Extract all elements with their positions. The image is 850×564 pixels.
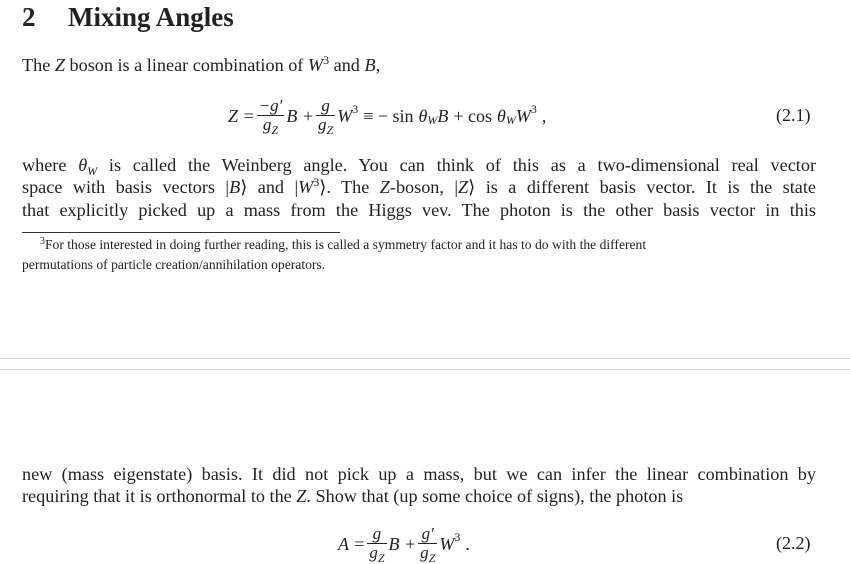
intro-line: The Z boson is a linear combination of $W^3$ and B,	[22, 53, 381, 75]
section-title: Mixing Angles	[68, 2, 234, 32]
equation-2-2: A = $\frac{g}{g_Z}$ B + $\frac{g'}{g_Z}$ W $^3$ .	[338, 524, 470, 564]
fraction: $\frac{g'}{g_Z}$	[420, 524, 436, 564]
equation-2-1: Z = $\frac{-g'}{g_Z}$ B + $\frac{g}{g_Z}$ W $^3$ ≡ − sin θ $_W$ B + cos θ $_W$ W $^3$ ,	[228, 96, 547, 137]
paragraph-line: new (mass eigenstate) basis. It did not pick up a mass, but we can infer the linear combination by	[22, 464, 816, 484]
paragraph-line: space with basis vectors |B⟩ and $|W^3⟩$. The Z-boson, |Z⟩ is a different basis vector. It is the state	[22, 175, 816, 197]
paragraph-line: that explicitly picked up a mass from the Higgs vev. The photon is the other basis vector in this	[22, 200, 816, 220]
equation-number: (2.1)	[776, 105, 811, 125]
fraction: $\frac{g}{g_Z}$	[318, 96, 334, 137]
fraction: $\frac{g}{g_Z}$	[369, 524, 385, 564]
equation-number: (2.2)	[776, 533, 811, 553]
fraction: $\frac{-g'}{g_Z}$	[258, 96, 283, 137]
paragraph-line: requiring that it is orthonormal to the Z. Show that (up some choice of signs), the photon is	[22, 486, 684, 506]
paragraph-line: where $\theta_W$ is called the Weinberg angle. You can think of this as a two-dimensional real vector	[22, 155, 816, 178]
footnote-line: $^3$For those interested in doing further reading, this is called a symmetry factor and it has to do with the different	[40, 236, 647, 252]
page-break	[0, 358, 850, 370]
footnote-line: permutations of particle creation/annihilation operators.	[22, 257, 326, 272]
section-heading	[22, 2, 234, 33]
footnote-rule	[22, 232, 340, 233]
section-number: 2	[22, 2, 36, 32]
